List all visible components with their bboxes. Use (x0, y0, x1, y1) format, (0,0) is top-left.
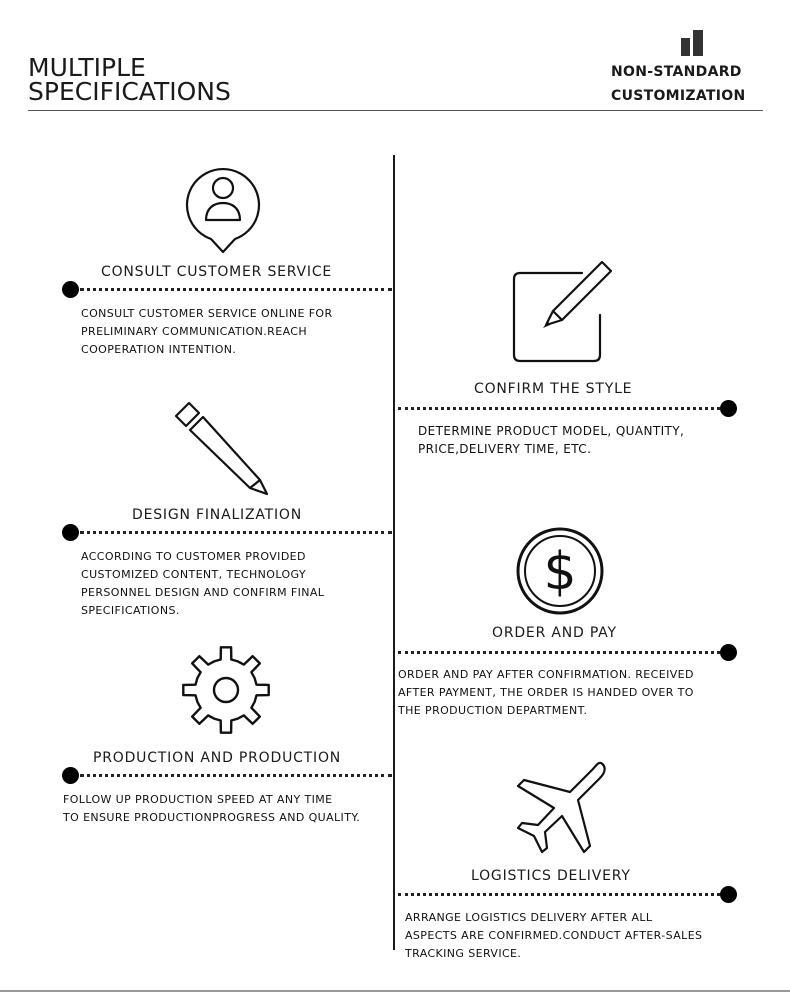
badge-line-2: CUSTOMIZATION (611, 88, 746, 104)
timeline-line (393, 155, 395, 950)
step-title-design: DESIGN FINALIZATION (132, 507, 303, 523)
bar-chart-icon (681, 30, 705, 56)
step-desc-logistics: ARRANGE LOGISTICS DELIVERY AFTER ALL ASPECTS ARE CONFIRMED.CONDUCT AFTER-SALES TRACKING SERVICE. (405, 911, 703, 960)
step-desc-order-pay: ORDER AND PAY AFTER CONFIRMATION. RECEIVED AFTER PAYMENT, THE ORDER IS HANDED OVER TO THE PRODUCTION DEPARTMENT. (398, 668, 694, 717)
pencil-icon (175, 402, 271, 498)
timeline-dot (62, 281, 79, 298)
step-desc-confirm-style: DETERMINE PRODUCT MODEL, QUANTITY, PRICE,DELIVERY TIME, ETC. (418, 424, 685, 456)
edit-square-icon (510, 259, 614, 363)
timeline-dot (720, 886, 737, 903)
step-title-production: PRODUCTION AND PRODUCTION (93, 750, 342, 766)
timeline-dot (720, 400, 737, 417)
dotted-connector (398, 893, 720, 896)
dollar-coin-icon (516, 527, 604, 615)
user-location-pin-icon (186, 162, 260, 254)
gear-icon (181, 645, 271, 735)
dotted-connector (398, 407, 720, 410)
dotted-connector (398, 651, 720, 654)
timeline-dot (720, 644, 737, 661)
step-title-order-pay: ORDER AND PAY (492, 625, 617, 641)
step-title-consult: CONSULT CUSTOMER SERVICE (101, 264, 333, 280)
badge-line-1: NON-STANDARD (611, 64, 742, 80)
page-title-line-1: MULTIPLE (28, 53, 146, 82)
step-desc-production: FOLLOW UP PRODUCTION SPEED AT ANY TIME TO ENSURE PRODUCTIONPROGRESS AND QUALITY. (63, 793, 361, 824)
page-title-line-2: SPECIFICATIONS (28, 77, 231, 106)
airplane-icon (512, 760, 608, 856)
page-title (28, 53, 231, 106)
step-title-confirm-style: CONFIRM THE STYLE (474, 381, 633, 397)
dotted-connector (80, 531, 392, 534)
step-title-logistics: LOGISTICS DELIVERY (471, 868, 631, 884)
dotted-connector (80, 288, 392, 291)
header-divider (28, 110, 763, 111)
timeline-dot (62, 767, 79, 784)
step-desc-consult: CONSULT CUSTOMER SERVICE ONLINE FOR PRELIMINARY COMMUNICATION.REACH COOPERATION INTENTION. (81, 307, 333, 356)
svg-text:$: $ (543, 542, 577, 602)
dotted-connector (80, 774, 392, 777)
timeline-dot (62, 524, 79, 541)
step-desc-design: ACCORDING TO CUSTOMER PROVIDED CUSTOMIZED CONTENT, TECHNOLOGY PERSONNEL DESIGN AND CONFIRM FINAL SPECIFICATIONS. (81, 550, 325, 617)
customization-badge (611, 60, 746, 108)
footer-divider (0, 990, 790, 992)
